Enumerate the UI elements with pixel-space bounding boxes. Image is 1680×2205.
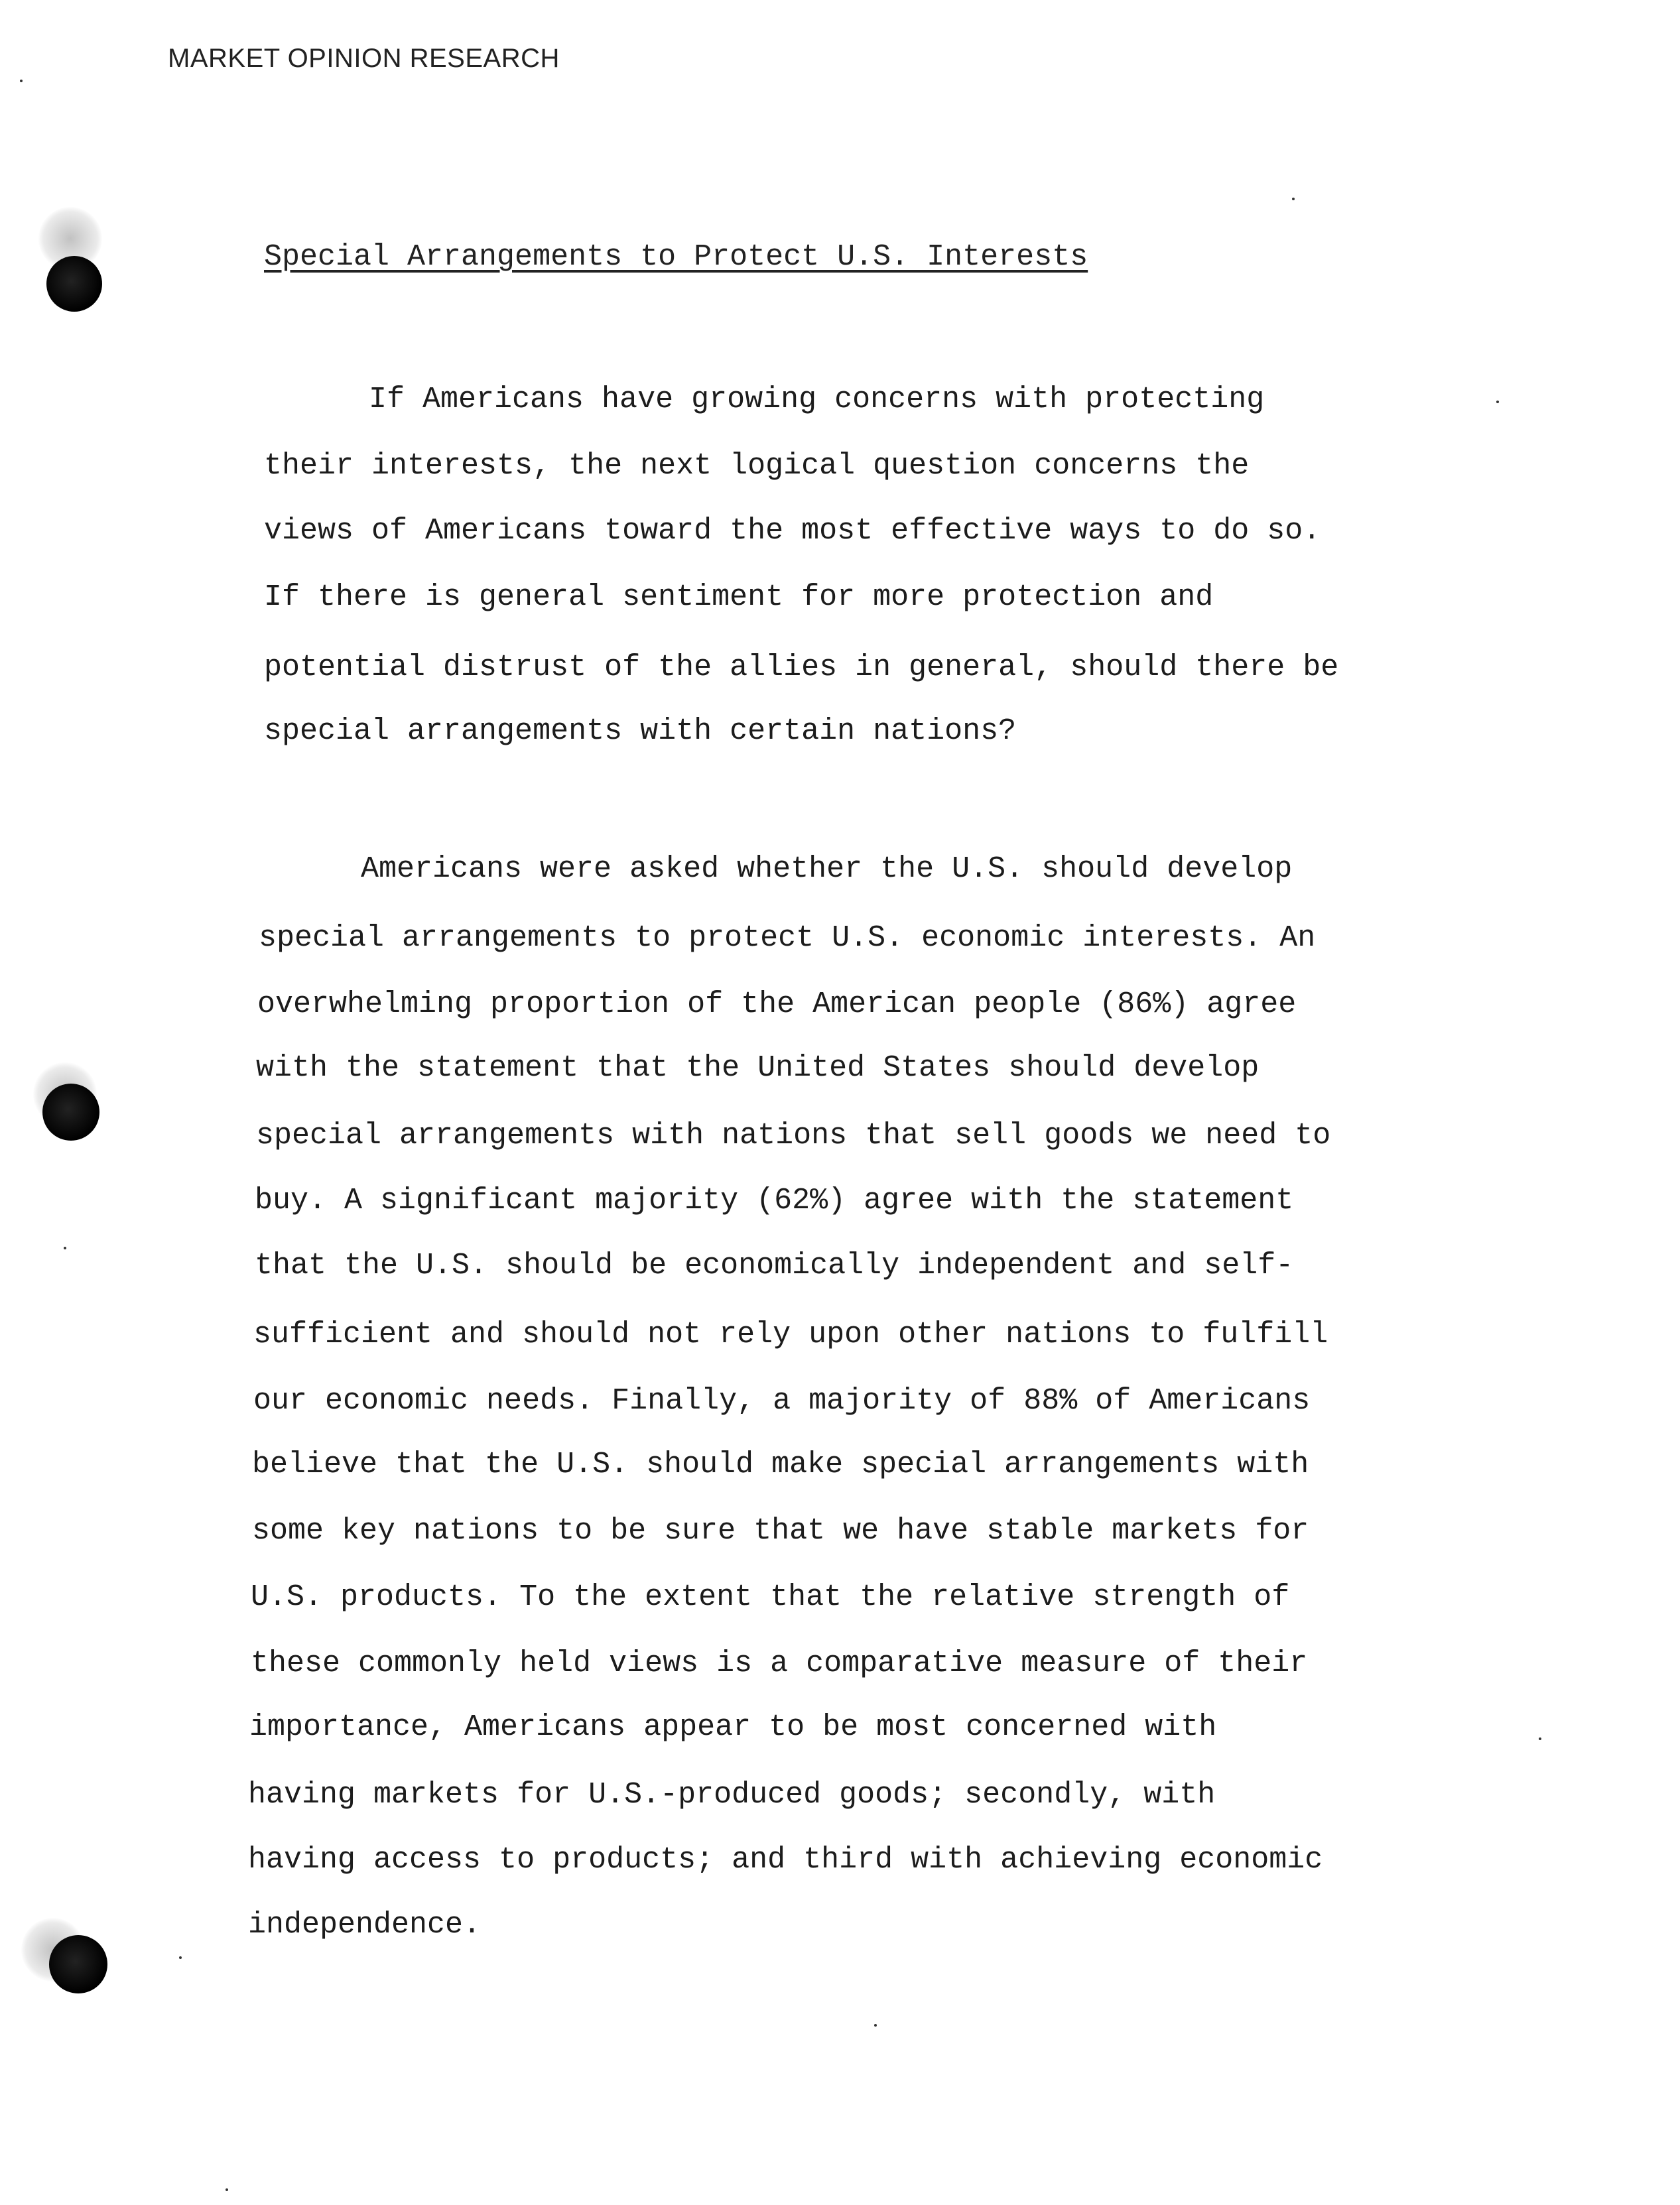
paragraph-line: views of Americans toward the most effective ways to do so.	[264, 514, 1321, 548]
binder-hole-middle	[42, 1084, 99, 1141]
paragraph-line: potential distrust of the allies in general, should there be	[264, 651, 1339, 684]
paragraph-line: that the U.S. should be economically independent and self-	[255, 1249, 1294, 1283]
paragraph-line: independence.	[248, 1908, 482, 1942]
binder-hole-top	[46, 256, 102, 312]
scan-speck	[1496, 401, 1499, 403]
paragraph-line: overwhelming proportion of the American people (86%) agree	[257, 987, 1297, 1021]
scan-speck	[226, 2188, 228, 2191]
paragraph-line: having markets for U.S.-produced goods; secondly, with	[248, 1778, 1216, 1812]
paragraph-line: special arrangements to protect U.S. economic interests. An	[259, 921, 1316, 955]
scan-speck	[179, 1956, 182, 1959]
scan-speck	[64, 1247, 66, 1249]
paragraph-line: having access to products; and third with achieving economic	[248, 1843, 1323, 1877]
paragraph-line: believe that the U.S. should make special arrangements with	[252, 1448, 1309, 1481]
paragraph-line: with the statement that the United States should develop	[256, 1051, 1260, 1085]
paragraph-line: these commonly held views is a comparative measure of their	[251, 1647, 1308, 1680]
section-title: Special Arrangements to Protect U.S. Interests	[264, 240, 1088, 274]
paragraph-line: some key nations to be sure that we have stable markets for	[252, 1514, 1309, 1548]
paragraph-line: If there is general sentiment for more protection and	[264, 580, 1214, 614]
paragraph-line: If Americans have growing concerns with protecting	[369, 383, 1265, 416]
paragraph-line: special arrangements with nations that sell goods we need to	[256, 1119, 1331, 1153]
paragraph-line: our economic needs. Finally, a majority of 88% of Americans	[253, 1384, 1311, 1418]
scan-speck	[874, 2024, 877, 2027]
paragraph-line: buy. A significant majority (62%) agree with the statement	[255, 1184, 1294, 1218]
paragraph-line: special arrangements with certain nations?	[264, 714, 1017, 748]
scan-speck	[1539, 1737, 1541, 1740]
paragraph-line: U.S. products. To the extent that the relative strength of	[251, 1580, 1290, 1614]
paragraph-line: their interests, the next logical question concerns the	[264, 449, 1250, 483]
paragraph-line: Americans were asked whether the U.S. should develop	[361, 852, 1293, 886]
organization-header: MARKET OPINION RESEARCH	[168, 44, 560, 73]
paragraph-line: sufficient and should not rely upon other nations to fulfill	[253, 1318, 1328, 1352]
binder-hole-bottom	[49, 1935, 107, 1993]
paragraph-line: importance, Americans appear to be most concerned with	[249, 1710, 1217, 1744]
scan-speck	[1292, 198, 1295, 200]
scan-speck	[20, 80, 23, 82]
